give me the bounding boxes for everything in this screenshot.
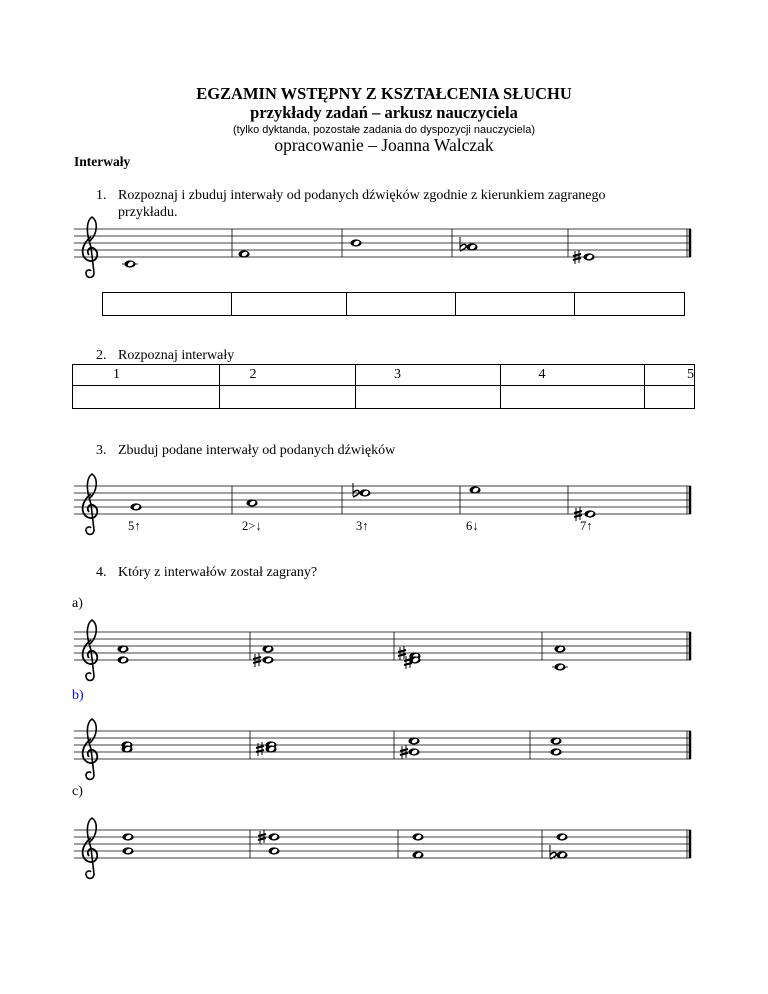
- option-a-label: a): [72, 596, 83, 611]
- staff-3: [74, 474, 691, 535]
- option-b-label: b): [72, 688, 84, 703]
- treble-clef-icon: [83, 719, 98, 780]
- treble-clef-icon: [83, 818, 98, 879]
- treble-clef-icon: [83, 474, 98, 535]
- interval-label: 3↑: [356, 519, 369, 533]
- whole-note-icon: [121, 737, 561, 759]
- column-header: 1: [73, 365, 220, 386]
- whole-note-icon: [117, 645, 568, 670]
- document-author: opracowanie – Joanna Walczak: [274, 135, 494, 155]
- document-subtitle: przykłady zadań – arkusz nauczyciela: [250, 103, 518, 122]
- interval-label: 2>↓: [242, 519, 262, 533]
- interval-label: 7↑: [580, 519, 593, 533]
- task-3-text: 3. Zbuduj podane interwały od podanych dźwięków: [96, 443, 396, 458]
- staff-4b: [74, 719, 691, 780]
- column-header: 2: [219, 365, 356, 386]
- column-header: 4: [500, 365, 645, 386]
- document-title: EGZAMIN WSTĘPNY Z KSZTAŁCENIA SŁUCHU: [196, 84, 572, 103]
- whole-note-icon: [130, 483, 595, 521]
- task-4-text: 4. Który z interwałów został zagrany?: [96, 565, 318, 580]
- option-c-label: c): [72, 784, 83, 799]
- staff-4c: [74, 818, 691, 879]
- interval-label: 6↓: [466, 519, 479, 533]
- document-note: (tylko dyktanda, pozostałe zadania do dyspozycji nauczyciela): [232, 124, 536, 136]
- column-header: 5: [645, 365, 695, 386]
- staff-4a: [74, 620, 691, 681]
- task-1-text: 1. Rozpoznaj i zbuduj interwały od podanych dźwięków zgodnie z kierunkiem zagranego: [96, 188, 606, 203]
- whole-note-icon: [122, 830, 567, 859]
- treble-clef-icon: [83, 620, 98, 681]
- section-title: Interwały: [74, 154, 131, 169]
- task-2-text: 2. Rozpoznaj interwały: [96, 348, 235, 363]
- task-1-text-cont: przykładu.: [118, 205, 178, 220]
- column-header: 3: [356, 365, 501, 386]
- interval-label: 5↑: [128, 519, 141, 533]
